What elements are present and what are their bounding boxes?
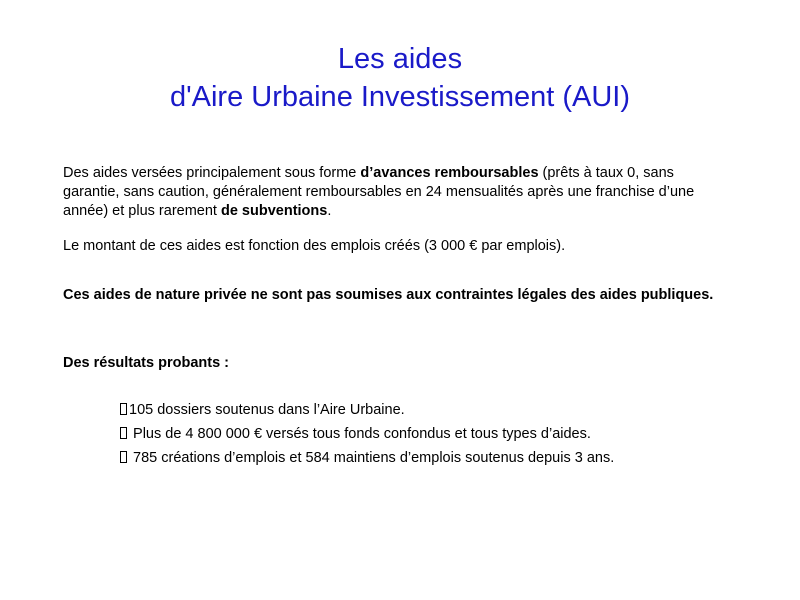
amount-paragraph: Le montant de ces aides est fonction des emplois créés (3 000 € par emplois). — [63, 238, 566, 254]
list-item-text: 105 dossiers soutenus dans l’Aire Urbaine. — [129, 402, 405, 418]
title-line-1: Les aides — [337, 43, 463, 75]
intro-paragraph — [63, 164, 723, 221]
list-item-text: 785 créations d’emplois et 584 maintiens d’emplois soutenus depuis 3 ans. — [129, 450, 615, 466]
title-line-2: d'Aire Urbaine Investissement (AUI) — [169, 81, 631, 113]
private-aid-paragraph: Ces aides de nature privée ne sont pas soumises aux contraintes légales des aides publiques. — [63, 287, 714, 303]
list-item-text: Plus de 4 800 000 € versés tous fonds confondus et tous types d’aides. — [129, 426, 591, 442]
intro-text-3: . — [327, 203, 332, 219]
list-item — [120, 400, 760, 424]
list-item — [120, 448, 760, 472]
bullet-icon — [120, 403, 127, 415]
intro-bold-1: d’avances remboursables — [360, 165, 539, 181]
bullet-icon — [120, 451, 127, 463]
intro-bold-2: de subventions — [220, 203, 328, 219]
intro-text-2: (prêts à taux 0, sans garantie, sans caution, généralement remboursables en 24 mensualités après une franchise d’une année) et plus rarement — [63, 165, 695, 219]
list-item — [120, 424, 760, 448]
bullet-icon — [120, 427, 127, 439]
intro-text-1: Des aides versées principalement sous forme — [63, 165, 361, 181]
results-heading: Des résultats probants : — [63, 355, 229, 371]
results-list — [120, 400, 760, 472]
slide-title — [0, 40, 800, 116]
